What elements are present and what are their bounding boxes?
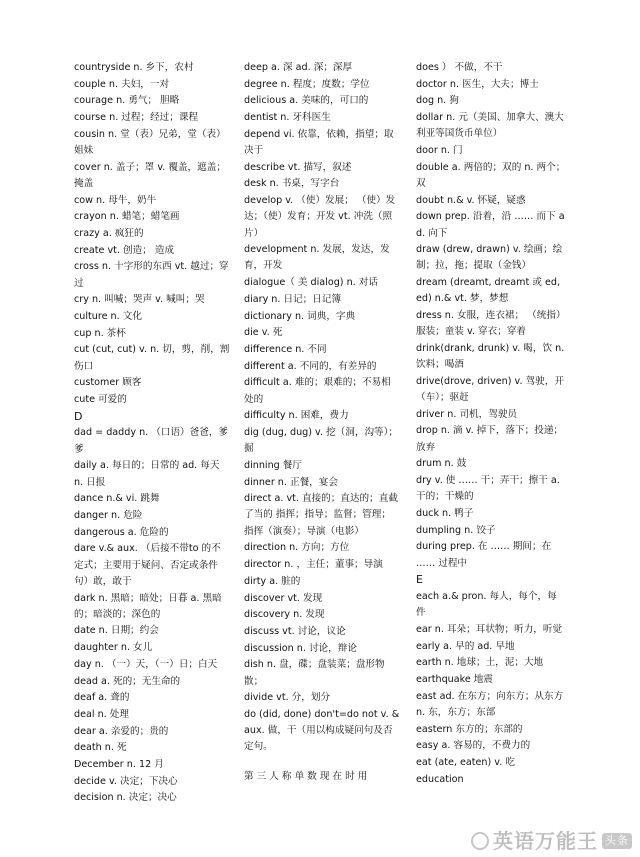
word-entry: dollar n. 元（美国、加拿大、澳大利亚等国货币单位） [416,112,564,140]
word-entry: direct a. vt. 直接的；直达的；直截了当的 指挥；指导；监督；管理；指挥（演奏）；导演（电影） [244,493,398,537]
word-entry: drink(drank, drunk) v. 喝，饮 n. 饮料；喝酒 [416,342,565,371]
word-entry: decision n. 决定；决心 [74,792,177,804]
word-entry: cute 可爱的 [74,394,127,406]
word-entry: dance n.& vi. 跳舞 [74,493,160,505]
word-entry: diary n. 日记；日记簿 [244,293,342,305]
word-entry: daily a. 每日的；日常的 ad. 每天 n. 日报 [74,460,220,488]
word-entry: driver n. 司机，驾驶员 [416,408,518,420]
word-entry: dream (dreamt, dreamt 或 ed, ed) n.& vt. 梦，梦想 [416,277,560,305]
word-entry: earth n. 地球；土，泥；大地 [416,657,544,669]
word-entry: dangerous a. 危险的 [74,526,169,538]
word-entry: dish n. 盘，碟；盘装菜；盘形物散； [244,659,385,687]
word-entry: day n. （一）天，（一）日；白天 [74,658,218,670]
word-entry: dear a. 亲爱的；贵的 [74,725,169,737]
word-entry: describe vt. 描写，叙述 [244,161,352,173]
word-entry: cup n. 茶杯 [74,327,126,339]
word-entry: divide vt. 分，划分 [244,692,331,704]
word-entry: deep a. 深 ad. 深；深厚 [244,62,353,73]
word-entry: duck n. 鸭子 [416,507,474,519]
word-entry: eat (ate, eaten) v. 吃 [416,757,515,769]
word-entry: cow n. 母牛，奶牛 [74,194,157,206]
word-entry: does ） 不做，不干 [416,62,503,73]
word-entry: death n. 死 [74,742,127,754]
word-entry: door n. 门 [416,145,463,157]
word-entry: director n. ，主任；董事；导演 [244,559,383,571]
word-entry: doctor n. 医生，大夫；博士 [416,78,539,90]
word-entry: cry n. 叫喊；哭声 v. 喊叫；哭 [74,294,205,306]
word-entry: danger n. 危险 [74,509,143,521]
word-entry: 第 三 人 称 单 数 现 在 时 用 [244,770,368,782]
word-entry: easy a. 容易的，不费力的 [416,740,531,752]
watermark-text: 英语万能王 [493,829,598,853]
word-entry: drive(drove, driven) v. 驾驶，开（车）；驱赶 [416,375,564,404]
word-entry: December n. 12 月 [74,759,164,771]
word-entry: difference n. 不同 [244,343,327,355]
word-entry: discussion n. 讨论，辩论 [244,642,357,654]
column-1 [74,60,230,839]
word-entry: cut (cut, cut) v. n. 切，剪，削，割 伤口 [74,344,230,372]
word-entry: cross n. 十字形的东西 vt. 越过；穿过 [74,261,229,289]
word-entry: difficult a. 难的；艰难的；不易相处的 [244,377,391,405]
word-entry: cousin n. 堂（表）兄弟，堂（表）姐妹 [74,128,226,157]
word-entry: dumpling n. 饺子 [416,524,496,536]
watermark-logo-icon [471,832,489,850]
word-entry: ear n. 耳朵；耳状物；听力，听觉 [416,623,563,635]
section-letter: D [74,409,83,423]
word-entry: date n. 日期；约会 [74,625,159,637]
word-entry: each a.& pron. 每人，每个，每件 [416,591,557,619]
word-entry: early a. 早的 ad. 早地 [416,640,515,652]
word-entry: dig (dug, dug) v. 挖（洞，沟等）；掘 [244,426,399,455]
word-entry: cover n. 盖子；罩 v. 覆盖，遮盖；掩盖 [74,161,226,189]
word-entry: create vt. 创造； 造成 [74,244,175,256]
word-entry: doubt n.& v. 怀疑，疑惑 [416,194,526,206]
word-entry: decide v. 决定；下决心 [74,775,178,787]
word-entry: east ad. 在东方；向东方；从东方 n. 东，东方；东部 [416,690,564,718]
word-entry [244,756,400,768]
word-entry: dictionary n. 词典，字典 [244,310,356,322]
word-entry: delicious a. 美味的，可口的 [244,95,369,107]
word-entry: direction n. 方向；方位 [244,542,350,554]
word-entry: dad = daddy n. （口语）爸爸，爹爹 [74,427,229,455]
word-entry: develop v. （使）发展； （使）发达；（使）发育；开发 vt. 冲洗（照片） [244,195,396,239]
word-entry: countryside n. 乡下，农村 [74,62,194,73]
word-entry: during prep. 在 …… 期间；在 …… 过程中 [416,541,552,569]
word-entry: deaf a. 聋的 [74,692,130,704]
word-entry: discovery n. 发现 [244,609,325,621]
word-entry: crazy a. 疯狂的 [74,228,144,240]
word-entry: discuss vt. 讨论，议论 [244,625,346,637]
word-entry: daughter n. 女儿 [74,642,153,654]
word-entry: discover vt. 发现 [244,592,323,604]
word-entry: culture n. 文化 [74,311,142,323]
word-entry: crayon n. 蜡笔；蜡笔画 [74,211,180,223]
word-entry: do (did, done) don't=do not v. & aux. 做，干（用以构成疑问句及否定句。 [244,708,400,753]
word-entry: desk n. 书桌，写字台 [244,178,340,190]
word-entry: earthquake 地震 [416,674,493,686]
word-entry: dinner n. 正餐，宴会 [244,476,338,488]
word-entry: different a. 不同的，有差异的 [244,360,377,372]
word-entry: customer 顾客 [74,377,142,389]
column-3 [416,60,566,839]
word-entry: down prep. 沿着，沿 …… 而下 ad. 向下 [416,211,565,239]
word-entry: course n. 过程；经过；课程 [74,112,199,124]
word-entry: dog n. 狗 [416,95,459,107]
word-entry: courage n. 勇气； 胆略 [74,95,180,107]
word-entry: dirty a. 脏的 [244,575,301,587]
word-entry: development n. 发展，发达，发育，开发 [244,244,390,272]
word-entry: difficulty n. 困难，费力 [244,410,349,422]
word-entry: dinning 餐厅 [244,459,302,471]
word-entry: dentist n. 牙科医生 [244,112,331,124]
word-entry: drop n. 滴 v. 掉下，落下；投递；放弃 [416,425,564,453]
word-entry: dialogue（ 美 dialog) n. 对话 [244,277,378,289]
word-entry: dry v. 使 …… 干；弄干；擦干 a. 干的；干燥的 [416,475,560,503]
watermark-tag: 头条 [602,833,632,849]
word-entry: draw (drew, drawn) v. 绘画；绘制；拉，拖；提取（金钱） [416,244,563,272]
word-entry: couple n. 夫妇，一对 [74,78,170,90]
word-entry: double a. 两倍的；双的 n. 两个；双 [416,161,566,189]
word-entry: die v. 死 [244,327,283,339]
word-entry: deal n. 处理 [74,708,129,720]
watermark [471,829,632,853]
column-2 [244,60,400,839]
word-entry: depend vi. 依靠，依赖，指望；取决于 [244,128,394,157]
word-entry: eastern 东方的；东部的 [416,723,523,735]
word-entry: dress n. 女服，连衣裙； （统指）服装；童装 v. 穿衣；穿着 [416,310,566,338]
word-entry: dark n. 黑暗；暗处；日暮 a. 黑暗的；暗淡的；深色的 [74,592,222,620]
word-entry: education [416,773,464,785]
word-entry: degree n. 程度；度数；学位 [244,78,370,90]
word-entry: dead a. 死的；无生命的 [74,675,181,687]
word-entry: drum n. 鼓 [416,458,467,470]
section-letter: E [416,573,423,587]
word-entry: dare v.& aux. （后接不带to 的不定式；主要用于疑问、否定或条件句）敢，敢于 [74,543,221,587]
